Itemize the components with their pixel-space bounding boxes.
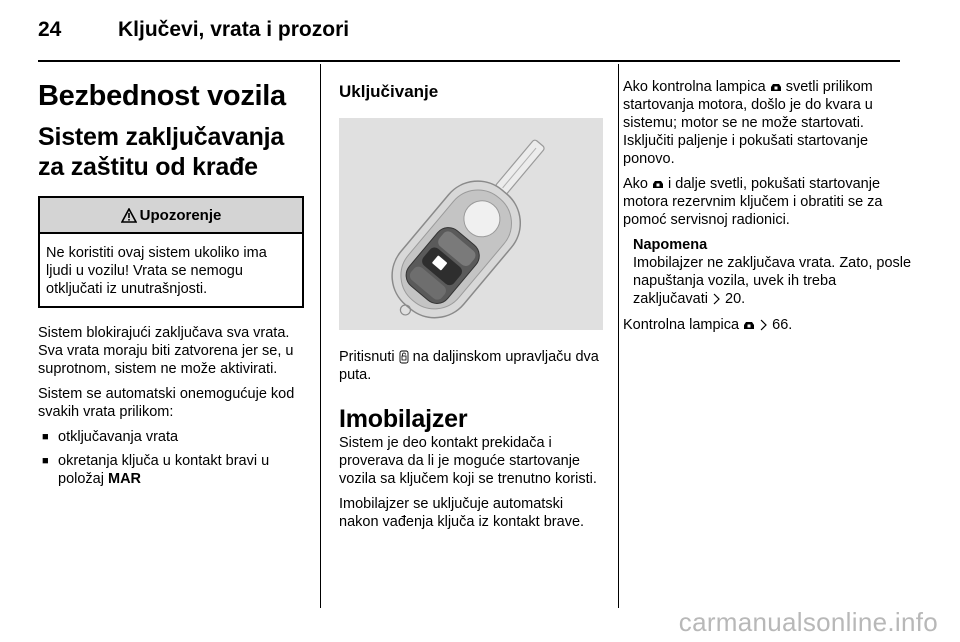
paragraph: Kontrolna lampica 66. bbox=[623, 317, 793, 333]
list-item: ■ okretanja ključa u kontakt bravi u položaj MAR bbox=[42, 453, 270, 487]
page-number: 24 bbox=[38, 18, 62, 41]
column-3 bbox=[623, 70, 913, 341]
warning-box bbox=[38, 196, 304, 308]
key-fob-illustration bbox=[339, 118, 603, 330]
immobilizer-warning-lamp-icon bbox=[770, 82, 782, 92]
note-text: Imobilajzer ne zaključava vrata. Zato, posle napuštanja vozila, uvek ih treba zaključavati 20. bbox=[633, 255, 912, 307]
bullet-icon: ■ bbox=[42, 431, 49, 443]
note-title: Napomena bbox=[633, 237, 708, 253]
paragraph: Ako i dalje svetli, pokušati startovanje motora rezervnim ključem i obratiti se za pomoć servisnoj radionici. bbox=[623, 176, 883, 228]
list-item: ■ otključavanja vrata bbox=[42, 429, 179, 445]
section-title: Bezbednost vozila bbox=[38, 80, 286, 112]
paragraph: Sistem se automatski onemogućuje kod svakih vrata prilikom: bbox=[38, 386, 295, 420]
column-2 bbox=[339, 70, 605, 538]
chapter-title: Ključevi, vrata i prozori bbox=[118, 18, 350, 41]
paragraph: Sistem blokirajući zaključava sva vrata. Sva vrata moraju biti zatvorena jer se, u suprotnom, sistem ne može aktivirati. bbox=[38, 325, 294, 377]
bullet-list bbox=[38, 428, 302, 488]
column-1 bbox=[38, 70, 302, 494]
subsection-title: Uključivanje bbox=[339, 82, 439, 101]
column-divider-2 bbox=[618, 64, 619, 608]
paragraph: Pritisnuti na daljinskom upravljaču dva puta. bbox=[339, 349, 599, 383]
car-key-fob-icon bbox=[339, 118, 603, 330]
unlock-button-icon bbox=[399, 350, 409, 364]
warning-triangle-icon bbox=[121, 208, 137, 223]
note-box bbox=[623, 236, 913, 308]
subsection-title: Imobilajzer bbox=[339, 405, 468, 433]
paragraph: Imobilajzer se uključuje automatski nakon vađenja ključa iz kontakt brave. bbox=[339, 496, 585, 530]
header-divider bbox=[38, 60, 900, 62]
column-divider-1 bbox=[320, 64, 321, 608]
watermark: carmanualsonline.info bbox=[678, 607, 938, 637]
paragraph: Ako kontrolna lampica svetli prilikom startovanja motora, došlo je do kvara u sistemu; motor se ne može startovati. Isključiti paljenje i pokušati startovanje ponovo. bbox=[623, 79, 873, 167]
immobilizer-warning-lamp-icon bbox=[743, 320, 755, 330]
warning-header bbox=[40, 198, 302, 234]
subsection-title: Sistem zaključavanja za zaštitu od krađe bbox=[38, 123, 285, 181]
page-reference-icon bbox=[759, 319, 768, 331]
page-reference-icon bbox=[712, 293, 721, 305]
paragraph: Sistem je deo kontakt prekidača i proverava da li je moguće startovanje vozila sa ključem koji se trenutno koristi. bbox=[339, 435, 597, 487]
bullet-icon: ■ bbox=[42, 455, 49, 467]
warning-text: Ne koristiti ovaj sistem ukoliko ima ljudi u vozilu! Vrata se nemogu otključati iz unutrašnjosti. bbox=[46, 245, 267, 297]
immobilizer-warning-lamp-icon bbox=[652, 179, 664, 189]
warning-title: Upozorenje bbox=[139, 206, 222, 224]
